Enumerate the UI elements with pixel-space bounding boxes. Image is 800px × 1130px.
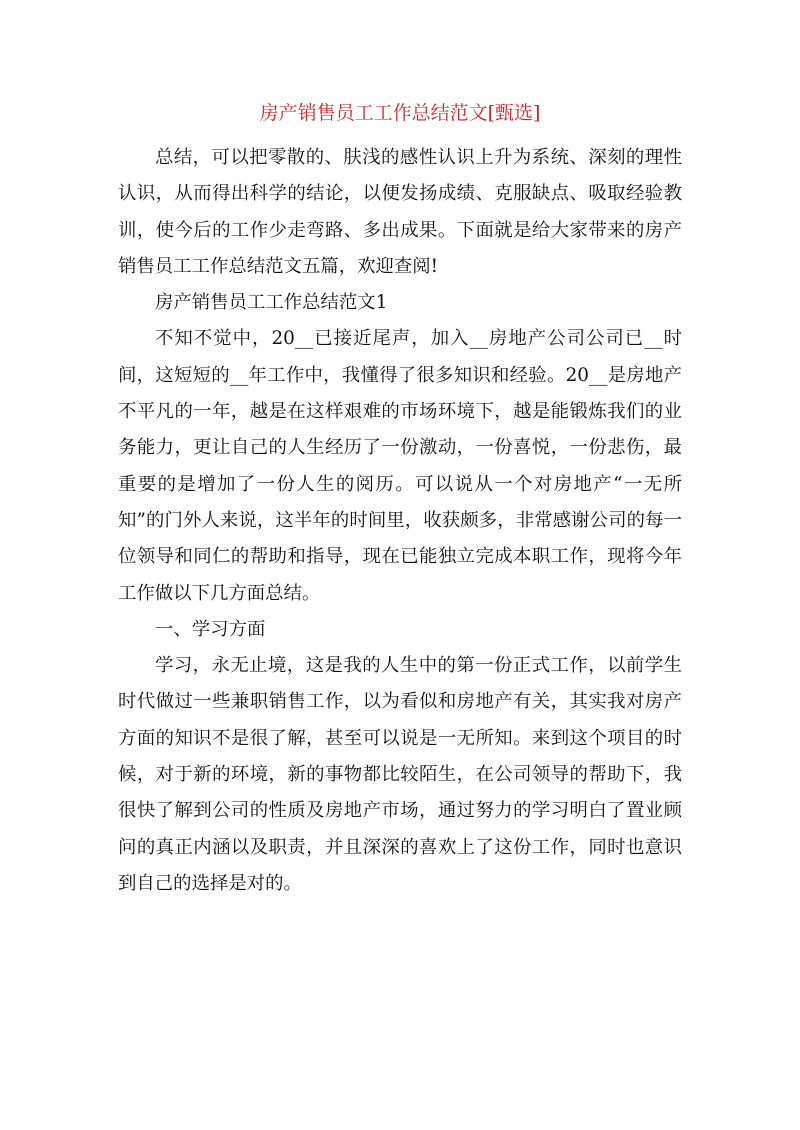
document-page xyxy=(118,98,682,902)
section-heading-learning: 一、学习方面 xyxy=(155,618,266,640)
paragraph-intro: 总结，可以把零散的、肤浅的感性认识上升为系统、深刻的理性认识，从而得出科学的结论，以便发扬成绩、克服缺点、吸取经验教训，使今后的工作少走弯路、多出成果。下面就是给大家带来的房产销售员工工作总结范文五篇，欢迎查阅! xyxy=(118,147,682,277)
document-title: 房产销售员工工作总结范文[甄选] xyxy=(259,102,541,124)
paragraph-learning-body: 学习，永无止境，这是我的人生中的第一份正式工作，以前学生时代做过一些兼职销售工作，以为看似和房地产有关，其实我对房产方面的知识不是很了解，甚至可以说是一无所知。来到这个项目的时候，对于新的环境，新的事物都比较陌生，在公司领导的帮助下，我很快了解到公司的性质及房地产市场，通过努力的学习明白了置业顾问的真正内涵以及职责，并且深深的喜欢上了这份工作，同时也意识到自己的选择是对的。 xyxy=(118,655,682,894)
section-heading-essay-1: 房产销售员工工作总结范文1 xyxy=(155,292,388,314)
paragraph-essay-1-body: 不知不觉中，20__已接近尾声，加入__房地产公司公司已__时间，这短短的__年工作中，我懂得了很多知识和经验。20__是房地产不平凡的一年，越是在这样艰难的市场环境下，越是能锻炼我们的业务能力，更让自己的人生经历了一份激动，一份喜悦，一份悲伤，最重要的是增加了一份人生的阅历。可以说从一个对房地产“一无所知”的门外人来说，这半年的时间里，收获颇多，非常感谢公司的每一位领导和同仁的帮助和指导，现在已能独立完成本职工作，现将今年工作做以下几方面总结。 xyxy=(118,328,682,604)
